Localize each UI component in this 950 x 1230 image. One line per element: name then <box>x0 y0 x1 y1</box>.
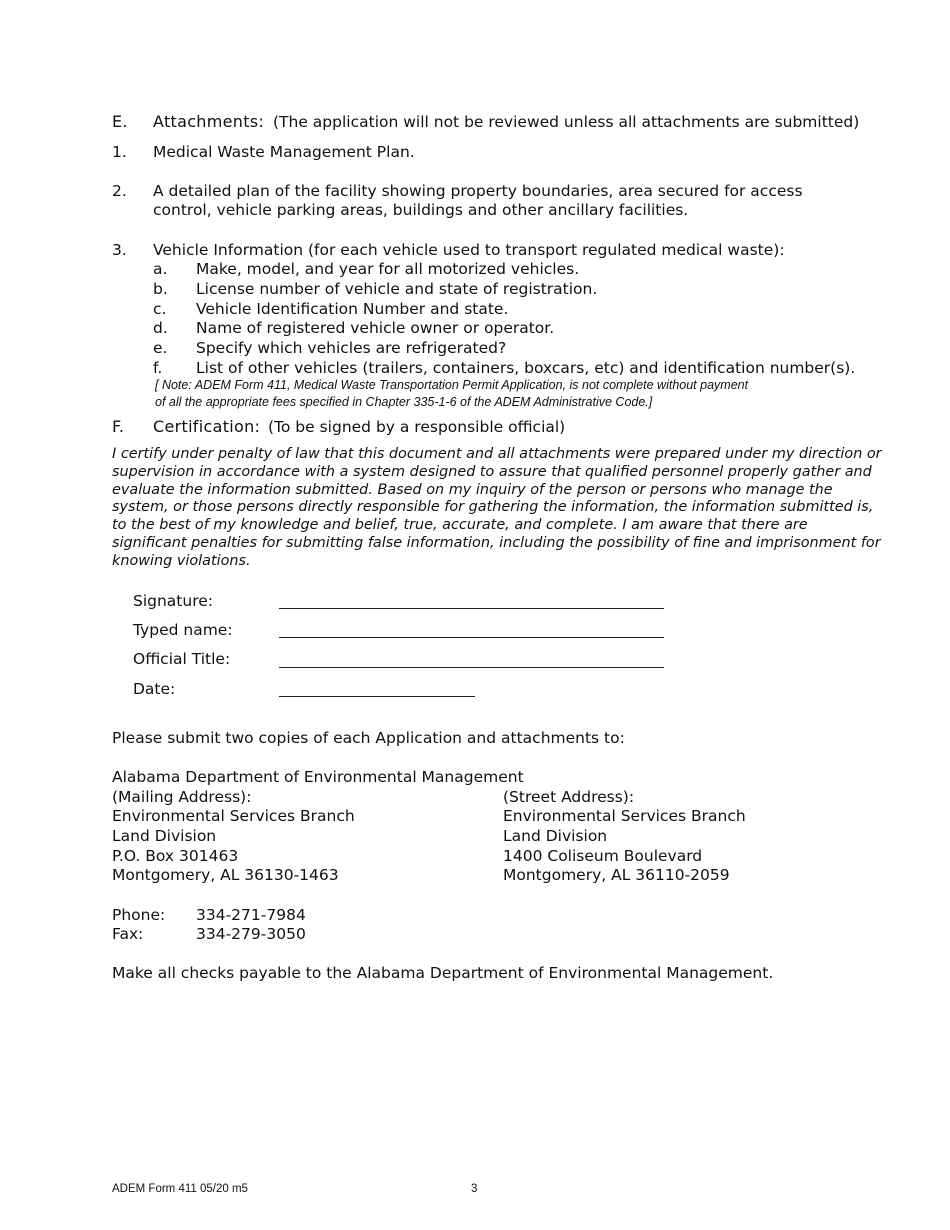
section-f-subtitle: (To be signed by a responsible official) <box>268 418 566 436</box>
vehicle-subitem-letter: d. <box>153 319 168 337</box>
certification-statement: significant penalties for submitting false information, including the possibility of fine and imprisonment for <box>112 535 881 551</box>
attachment-item-text: A detailed plan of the facility showing property boundaries, area secured for access <box>153 182 803 200</box>
mailing-address-line: Land Division <box>112 827 217 845</box>
certification-statement: knowing violations. <box>112 553 251 569</box>
vehicle-subitem-letter: f. <box>153 359 163 377</box>
section-e-letter: E. <box>112 112 128 131</box>
page-number: 3 <box>471 1183 478 1195</box>
fee-note: [ Note: ADEM Form 411, Medical Waste Transportation Permit Application, is not complete without payment <box>155 378 749 392</box>
fax-label: Fax: <box>112 925 144 943</box>
phone-label: Phone: <box>112 906 166 924</box>
street-address-line: Land Division <box>503 827 608 845</box>
attachment-item-text: Vehicle Information (for each vehicle used to transport regulated medical waste): <box>153 241 785 259</box>
vehicle-subitem-text: Make, model, and year for all motorized vehicles. <box>196 260 580 278</box>
certification-statement: I certify under penalty of law that this document and all attachments were prepared under my direction or <box>112 446 882 462</box>
certification-statement: evaluate the information submitted. Based on my inquiry of the person or persons who manage the <box>112 482 833 498</box>
attachment-item-text: control, vehicle parking areas, buildings and other ancillary facilities. <box>153 201 689 219</box>
typed-name-label: Typed name: <box>133 621 233 639</box>
certification-statement: system, or those persons directly responsible for gathering the information, the information submitted is, <box>112 499 874 515</box>
section-e-title: Attachments: <box>153 112 265 131</box>
mailing-address-line: Environmental Services Branch <box>112 807 355 825</box>
attachment-item-number: 2. <box>112 182 127 200</box>
street-address-heading: (Street Address): <box>503 788 635 806</box>
section-e-subtitle: (The application will not be reviewed unless all attachments are submitted) <box>273 113 860 131</box>
phone-number: 334-271-7984 <box>196 906 306 924</box>
attachment-item-number: 3. <box>112 241 127 259</box>
fee-note: of all the appropriate fees specified in Chapter 335-1-6 of the ADEM Administrative Code.] <box>155 395 653 409</box>
attachment-item-number: 1. <box>112 143 127 161</box>
signature-label: Signature: <box>133 592 213 610</box>
attachment-item-text: Medical Waste Management Plan. <box>153 143 415 161</box>
vehicle-subitem-letter: b. <box>153 280 168 298</box>
vehicle-subitem-text: List of other vehicles (trailers, containers, boxcars, etc) and identification number(s). <box>196 359 856 377</box>
certification-statement: to the best of my knowledge and belief, true, accurate, and complete. I am aware that there are <box>112 517 808 533</box>
vehicle-subitem-text: Specify which vehicles are refrigerated? <box>196 339 507 357</box>
official-title-line[interactable] <box>279 667 664 668</box>
form-identifier: ADEM Form 411 05/20 m5 <box>112 1183 248 1195</box>
certification-statement: supervision in accordance with a system designed to assure that qualified personnel properly gather and <box>112 464 872 480</box>
vehicle-subitem-text: License number of vehicle and state of registration. <box>196 280 598 298</box>
agency-name: Alabama Department of Environmental Management <box>112 768 524 786</box>
vehicle-subitem-text: Name of registered vehicle owner or operator. <box>196 319 555 337</box>
vehicle-subitem-letter: a. <box>153 260 168 278</box>
typed-name-line[interactable] <box>279 637 664 638</box>
fax-number: 334-279-3050 <box>196 925 306 943</box>
date-label: Date: <box>133 680 176 698</box>
street-address-line: Environmental Services Branch <box>503 807 746 825</box>
submission-instruction: Please submit two copies of each Application and attachments to: <box>112 729 625 747</box>
section-f-letter: F. <box>112 417 125 436</box>
vehicle-subitem-letter: c. <box>153 300 167 318</box>
section-f-title: Certification: <box>153 417 261 436</box>
mailing-address-heading: (Mailing Address): <box>112 788 252 806</box>
official-title-label: Official Title: <box>133 650 231 668</box>
street-address-line: 1400 Coliseum Boulevard <box>503 847 703 865</box>
mailing-address-line: Montgomery, AL 36130-1463 <box>112 866 339 884</box>
vehicle-subitem-text: Vehicle Identification Number and state. <box>196 300 509 318</box>
vehicle-subitem-letter: e. <box>153 339 168 357</box>
date-line[interactable] <box>279 696 475 697</box>
street-address-line: Montgomery, AL 36110-2059 <box>503 866 730 884</box>
signature-line[interactable] <box>279 608 664 609</box>
checks-payable-note: Make all checks payable to the Alabama Department of Environmental Management. <box>112 964 774 982</box>
mailing-address-line: P.O. Box 301463 <box>112 847 239 865</box>
